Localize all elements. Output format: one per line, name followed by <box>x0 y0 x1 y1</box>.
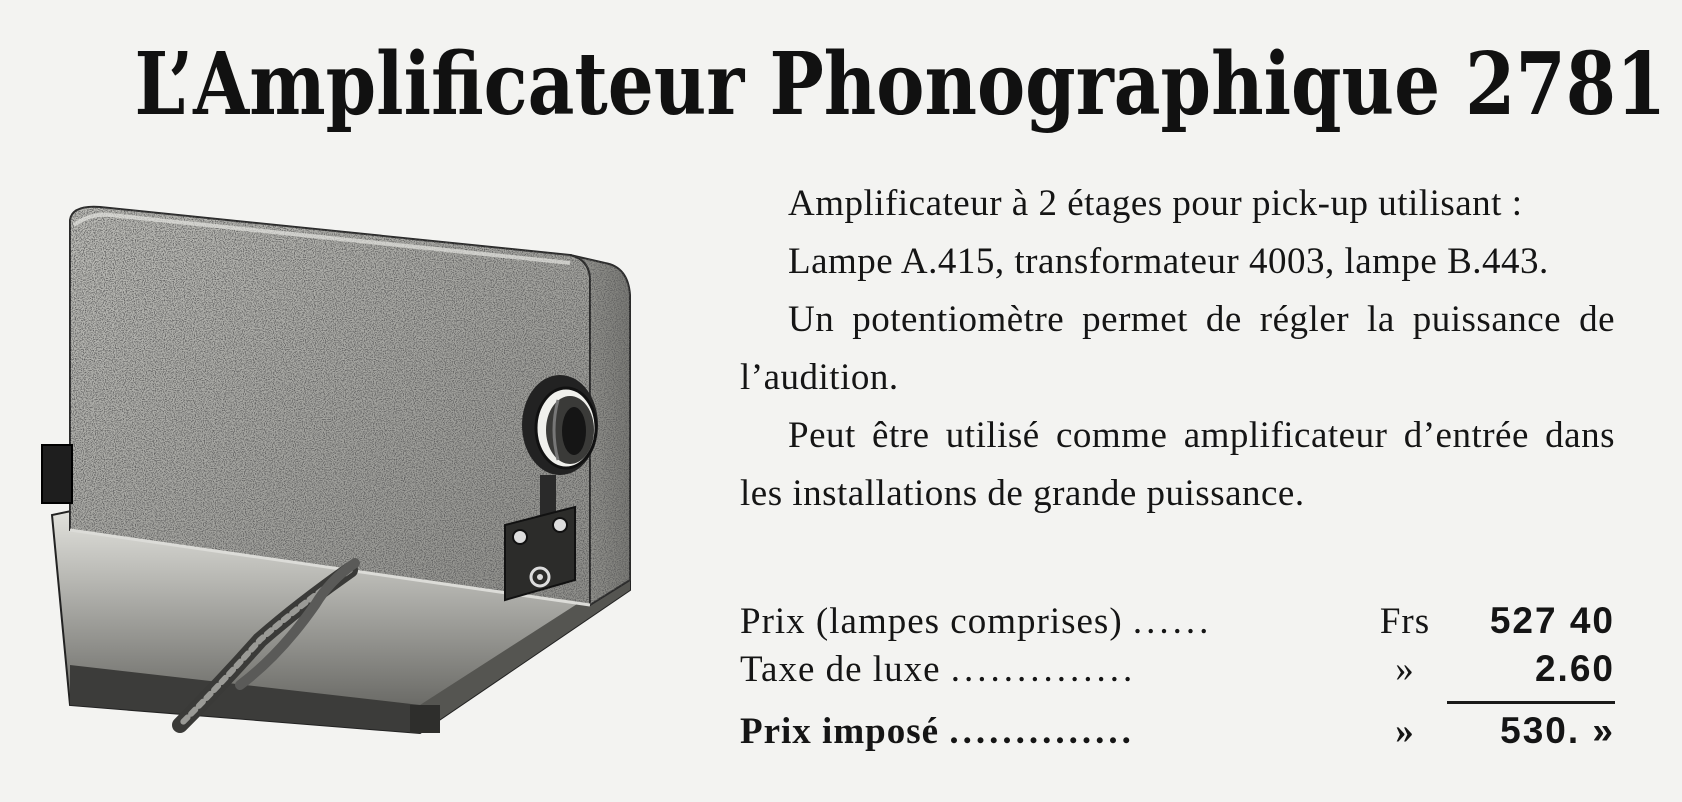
total-row <box>740 710 1615 758</box>
price-row <box>740 600 1615 648</box>
description-paragraph: Un potentiomètre permet de régler la puissance de l’audition. <box>740 299 1615 398</box>
price-label: Prix (lampes comprises) ...... <box>740 601 1213 642</box>
tax-row <box>740 648 1615 696</box>
total-amount: 530. » <box>1500 710 1615 751</box>
tax-label: Taxe de luxe .............. <box>740 649 1137 690</box>
description <box>740 175 1615 523</box>
tax-amount: 2.60 <box>1534 648 1615 689</box>
description-paragraph: Lampe A.415, transformateur 4003, lampe B.443. <box>788 241 1549 282</box>
total-currency: » <box>1395 711 1415 752</box>
price-amount: 527 40 <box>1489 600 1615 641</box>
total-label: Prix imposé .............. <box>740 711 1135 752</box>
amplifier-photo <box>30 185 670 745</box>
page-title: L’Amplificateur Phonographique 2781 <box>134 34 1667 135</box>
description-paragraph: Peut être utilisé comme amplificateur d’entrée dans les installations de grande puissance. <box>740 415 1615 514</box>
potentiometer-knob-icon <box>522 375 598 475</box>
side-connector <box>42 445 72 503</box>
price-currency: Frs <box>1379 601 1431 642</box>
price-table <box>740 600 1615 758</box>
sum-rule <box>1447 701 1615 704</box>
description-paragraph: Amplificateur à 2 étages pour pick-up utilisant : <box>788 183 1523 224</box>
tax-currency: » <box>1395 649 1415 690</box>
